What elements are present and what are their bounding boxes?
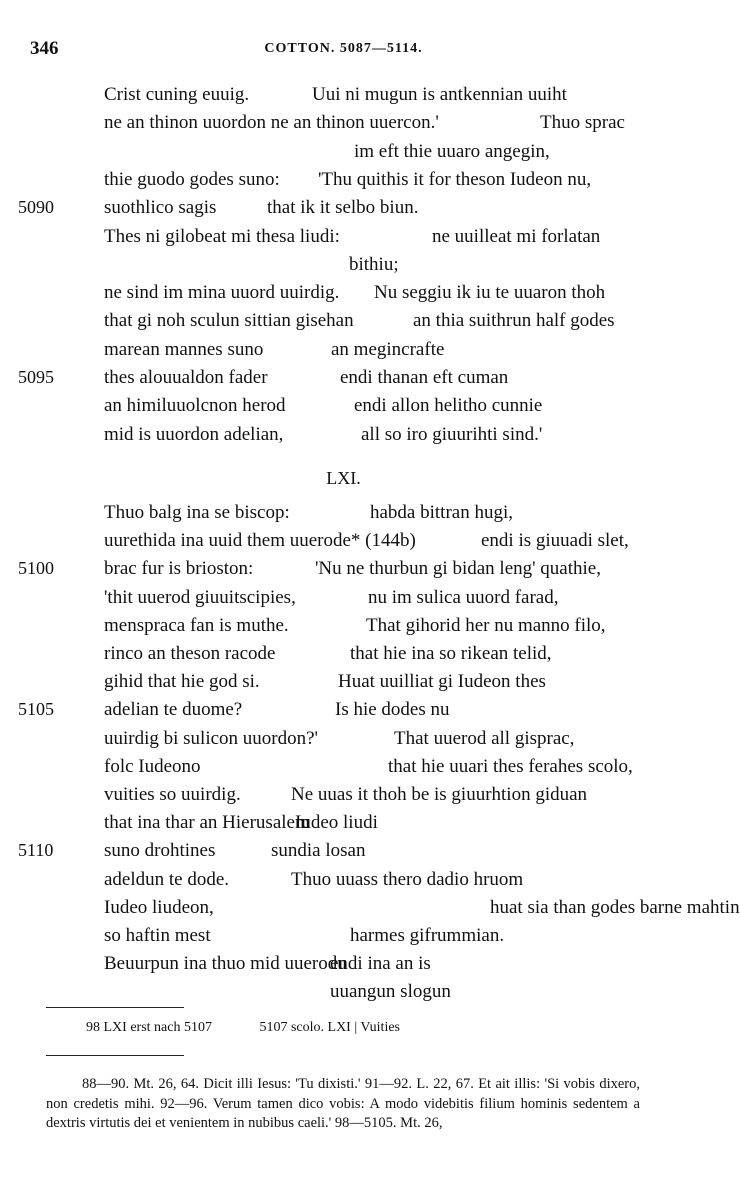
half-line-b: endi thanan eft cuman: [340, 367, 509, 388]
half-line-b: Is hie dodes nu: [335, 699, 450, 721]
page-number: 346: [30, 38, 59, 59]
verse-line: [0, 197, 687, 225]
verse-line: [0, 310, 687, 338]
half-line-b: harmes gifrummian.: [350, 925, 505, 946]
critical-apparatus: [86, 1020, 444, 1036]
half-line-b: habda bittran hugi,: [370, 502, 513, 523]
source-footnotes: 88—90. Mt. 26, 64. Dicit illi Iesus: 'Tu dixisti.' 91—92. L. 22, 67. Et ait illis: 'Si vobis dixero, non credetis mihi. 92—96. Verum tamen dico vobis: A modo videbitis filium hominis sedentem a dextris virtutis dei et venientem in nubibus caeli.' 98—5105. Mt. 26,: [46, 1076, 640, 1131]
half-line-b: 'Nu ne thurbun gi bidan leng' quathie,: [315, 558, 601, 580]
verse-line: [0, 840, 687, 868]
half-line-a: gihid that hie god si.: [104, 671, 260, 693]
half-line-a: thes alouualdon fader: [104, 367, 268, 388]
half-line-b: huat sia than godes barne mahtin: [490, 896, 740, 918]
half-line-a: Crist cuning euuig.: [104, 84, 250, 105]
half-line-b: nu im sulica uuord farad,: [368, 586, 559, 608]
half-line-b: that hie ina so rikean telid,: [350, 643, 552, 664]
verse-line: [0, 558, 687, 586]
half-line-a: vuities so uuirdig.: [104, 784, 241, 805]
verse-line: [0, 784, 687, 812]
verse-line: [0, 953, 687, 981]
half-line-b: all so iro giuurihti sind.': [361, 423, 543, 445]
running-title: COTTON. 5087—5114.: [264, 41, 423, 56]
half-line-b: an thia suithrun half godes: [413, 310, 615, 332]
half-line-a: that gi noh sculun sittian gisehan: [104, 310, 354, 332]
half-line-b: 'Thu quithis it for theson Iudeon nu,: [318, 168, 592, 190]
verse-line: [0, 530, 687, 558]
half-line-b: endi ina an is: [330, 953, 431, 975]
verse-line: [0, 141, 687, 169]
half-line-b: That gihorid her nu manno filo,: [366, 614, 606, 636]
apparatus-rule: [46, 1007, 184, 1008]
page-header: [0, 38, 687, 60]
half-line-a: ne sind im mina uuord uuirdig.: [104, 282, 340, 304]
half-line-a: mid is uuordon adelian,: [104, 423, 284, 445]
line-number: 5090: [18, 197, 54, 218]
half-line-b: Thuo sprac: [540, 112, 625, 134]
verse-line: [0, 728, 687, 756]
verse-line: [0, 896, 740, 925]
half-line-a: Beuurpun ina thuo mid uuerodu: [104, 953, 347, 975]
half-line-a: suothlico sagis: [104, 197, 217, 219]
half-line-b: Thuo uuass thero dadio hruom: [291, 868, 524, 890]
half-line-a: uuirdig bi sulicon uuordon?': [104, 727, 318, 749]
half-line-a: brac fur is brioston:: [104, 558, 254, 580]
line-number: 5095: [18, 367, 54, 387]
half-line-b: that hie uuari thes ferahes scolo,: [388, 755, 633, 777]
half-line-a: suno drohtines: [104, 840, 216, 862]
half-line-b: Ne uuas it thoh be is giuurhtion giduan: [291, 784, 588, 805]
half-line-a: an himiluuolcnon herod: [104, 395, 286, 417]
verse-line: [0, 254, 687, 282]
half-line-a: menspraca fan is muthe.: [104, 614, 289, 636]
verse-line: [0, 169, 687, 197]
half-line-a: Thuo balg ina se biscop:: [104, 502, 290, 523]
half-line-a: so haftin mest: [104, 925, 211, 946]
half-line-b: that ik it selbo biun.: [267, 197, 419, 219]
half-line-b: bithiu;: [349, 253, 399, 275]
line-number: 5105: [18, 699, 54, 720]
half-line-b: endi allon helitho cunnie: [354, 395, 543, 417]
half-line-b: Nu seggiu ik iu te uuaron thoh: [374, 282, 606, 304]
half-line-a: rinco an theson racode: [104, 643, 276, 664]
half-line-b: ne uuilleat mi forlatan: [432, 225, 601, 247]
half-line-a: Iudeo liudeon,: [104, 896, 214, 918]
half-line-a: marean mannes suno: [104, 338, 264, 360]
apparatus-note: 5107 scolo. LXI | Vuities: [259, 1020, 400, 1035]
verse-line: [0, 869, 687, 897]
verse-line: [0, 587, 687, 615]
half-line-b: Uui ni mugun is antkennian uuiht: [312, 84, 567, 105]
half-line-b: uuangun slogun: [330, 981, 451, 1003]
footnote-rule: [46, 1055, 184, 1056]
verse-line: [0, 339, 687, 367]
verse-line: [0, 112, 687, 140]
half-line-b: That uuerod all gisprac,: [394, 727, 575, 749]
line-number: 5100: [18, 558, 54, 579]
half-line-b: sundia losan: [271, 840, 366, 862]
half-line-a: adelian te duome?: [104, 699, 243, 721]
verse-line: [0, 643, 687, 671]
apparatus-note: 98 LXI erst nach 5107: [86, 1020, 212, 1035]
verse-line: [0, 367, 687, 395]
half-line-b: Huat uuilliat gi Iudeon thes: [338, 671, 546, 693]
verse-line: [0, 615, 687, 643]
half-line-b: im eft thie uuaro angegin,: [354, 140, 550, 162]
verse-line: [0, 981, 687, 1009]
half-line-a: folc Iudeono: [104, 755, 201, 777]
half-line-a: that ina thar an Hierusalem: [104, 812, 310, 834]
half-line-a: Thes ni gilobeat mi thesa liudi:: [104, 225, 340, 247]
half-line-b: Iudeo liudi: [295, 812, 378, 834]
verse-line: [0, 395, 687, 423]
half-line-a: uurethida ina uuid them uuerode* (144b): [104, 530, 416, 552]
line-number: 5110: [18, 840, 54, 861]
verse-line: [0, 925, 687, 953]
verse-line: [0, 756, 687, 784]
verse-line: [0, 282, 687, 310]
verse-line: [0, 226, 687, 254]
half-line-a: thie guodo godes suno:: [104, 168, 280, 190]
verse-line: [0, 84, 687, 112]
verse-line: [0, 699, 687, 727]
section-heading: LXI.: [326, 468, 361, 488]
half-line-b: an megincrafte: [331, 338, 445, 360]
verse-line: [0, 671, 687, 699]
verse-line: [0, 812, 687, 840]
half-line-a: ne an thinon uuordon ne an thinon uuercon.': [104, 112, 439, 134]
half-line-a: adeldun te dode.: [104, 868, 230, 890]
half-line-b: endi is giuuadi slet,: [481, 530, 629, 552]
verse-line: [0, 424, 687, 452]
half-line-a: 'thit uuerod giuuitscipies,: [104, 586, 296, 608]
verse-line: [0, 502, 687, 530]
